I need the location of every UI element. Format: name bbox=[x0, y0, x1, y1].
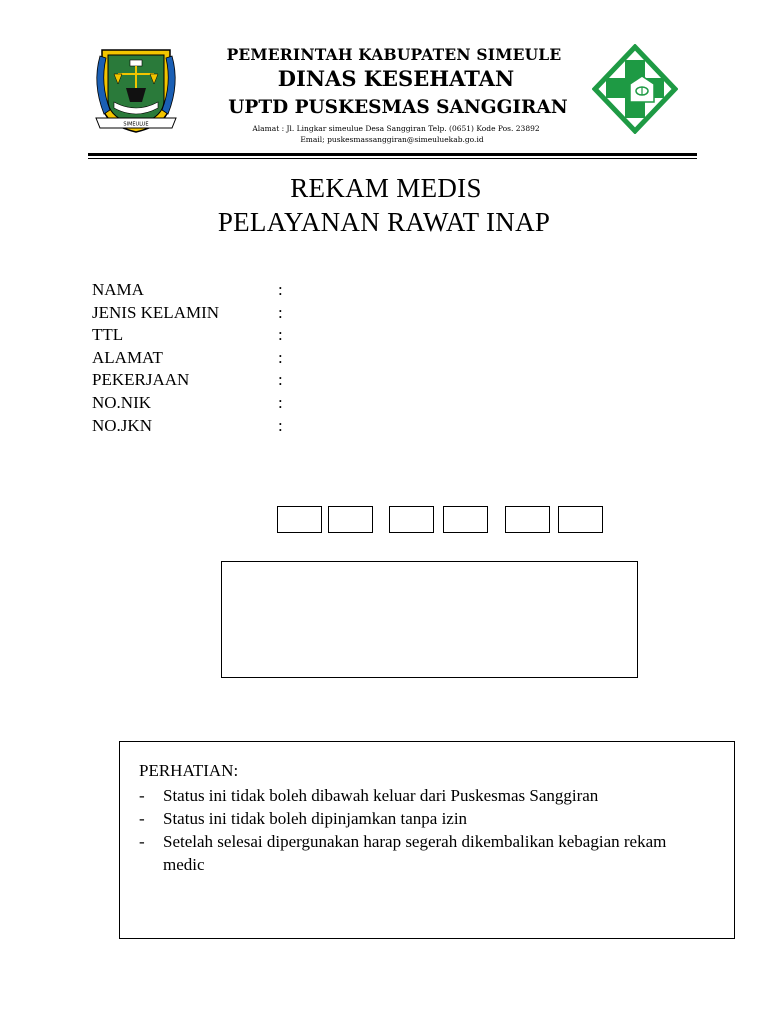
notice-box bbox=[119, 741, 735, 939]
field-label: ALAMAT bbox=[92, 347, 163, 367]
notice-dash: - bbox=[139, 786, 145, 805]
notice-item-text: Setelah selesai dipergunakan harap segerah dikembalikan kebagian rekam medic bbox=[163, 832, 667, 874]
field-colon: : bbox=[278, 347, 283, 367]
notice-item bbox=[139, 784, 699, 807]
notice-list bbox=[139, 784, 699, 876]
field-label: NO.NIK bbox=[92, 392, 152, 412]
field-row-jenis-kelamin bbox=[92, 302, 492, 325]
field-row-alamat bbox=[92, 347, 492, 370]
coat-of-arms-ribbon: SIMEULUE bbox=[123, 121, 149, 128]
record-number-box bbox=[443, 506, 488, 533]
field-row-nama bbox=[92, 279, 492, 302]
field-label: JENIS KELAMIN bbox=[92, 302, 220, 322]
puskesmas-logo-icon bbox=[592, 44, 678, 134]
field-row-no-jkn bbox=[92, 415, 492, 438]
record-number-box bbox=[558, 506, 603, 533]
letterhead-rule-thick bbox=[88, 153, 697, 156]
notice-dash: - bbox=[139, 832, 145, 851]
clinic-name: UPTD PUSKESMAS SANGGIRAN bbox=[228, 97, 568, 118]
record-number-box bbox=[505, 506, 550, 533]
record-number-box bbox=[389, 506, 434, 533]
notice-item bbox=[139, 807, 699, 830]
blank-info-box bbox=[221, 561, 638, 678]
department-name: DINAS KESEHATAN bbox=[277, 66, 515, 91]
field-colon: : bbox=[278, 370, 283, 390]
field-colon: : bbox=[278, 302, 283, 322]
field-colon: : bbox=[278, 325, 283, 345]
patient-fields bbox=[92, 279, 492, 437]
document-title: REKAM MEDIS bbox=[290, 173, 482, 203]
field-label: PEKERJAAN bbox=[92, 370, 190, 390]
field-colon: : bbox=[278, 415, 283, 435]
government-name: PEMERINTAH KABUPATEN SIMEULE bbox=[226, 45, 562, 64]
field-label: NAMA bbox=[92, 280, 144, 299]
notice-title: PERHATIAN: bbox=[139, 761, 239, 780]
document-subtitle: PELAYANAN RAWAT INAP bbox=[217, 207, 551, 237]
notice-item-text: Status ini tidak boleh dipinjamkan tanpa izin bbox=[163, 809, 468, 828]
letterhead-rule-thin bbox=[88, 158, 697, 159]
notice-item bbox=[139, 830, 699, 876]
field-row-no-nik bbox=[92, 392, 492, 415]
notice-dash: - bbox=[139, 809, 145, 828]
field-row-ttl bbox=[92, 324, 492, 347]
field-label: NO.JKN bbox=[92, 415, 152, 435]
field-colon: : bbox=[278, 280, 283, 299]
email-line: Email; puskesmassanggiran@simeuluekab.go.id bbox=[300, 135, 484, 144]
record-number-box bbox=[277, 506, 322, 533]
address-line: Alamat : Jl. Lingkar simeulue Desa Sanggiran Telp. (0651) Kode Pos. 23892 bbox=[252, 124, 540, 133]
notice-item-text: Status ini tidak boleh dibawah keluar dari Puskesmas Sanggiran bbox=[163, 786, 599, 805]
field-label: TTL bbox=[92, 325, 124, 345]
field-row-pekerjaan bbox=[92, 369, 492, 392]
record-number-box bbox=[328, 506, 373, 533]
field-colon: : bbox=[278, 392, 283, 412]
